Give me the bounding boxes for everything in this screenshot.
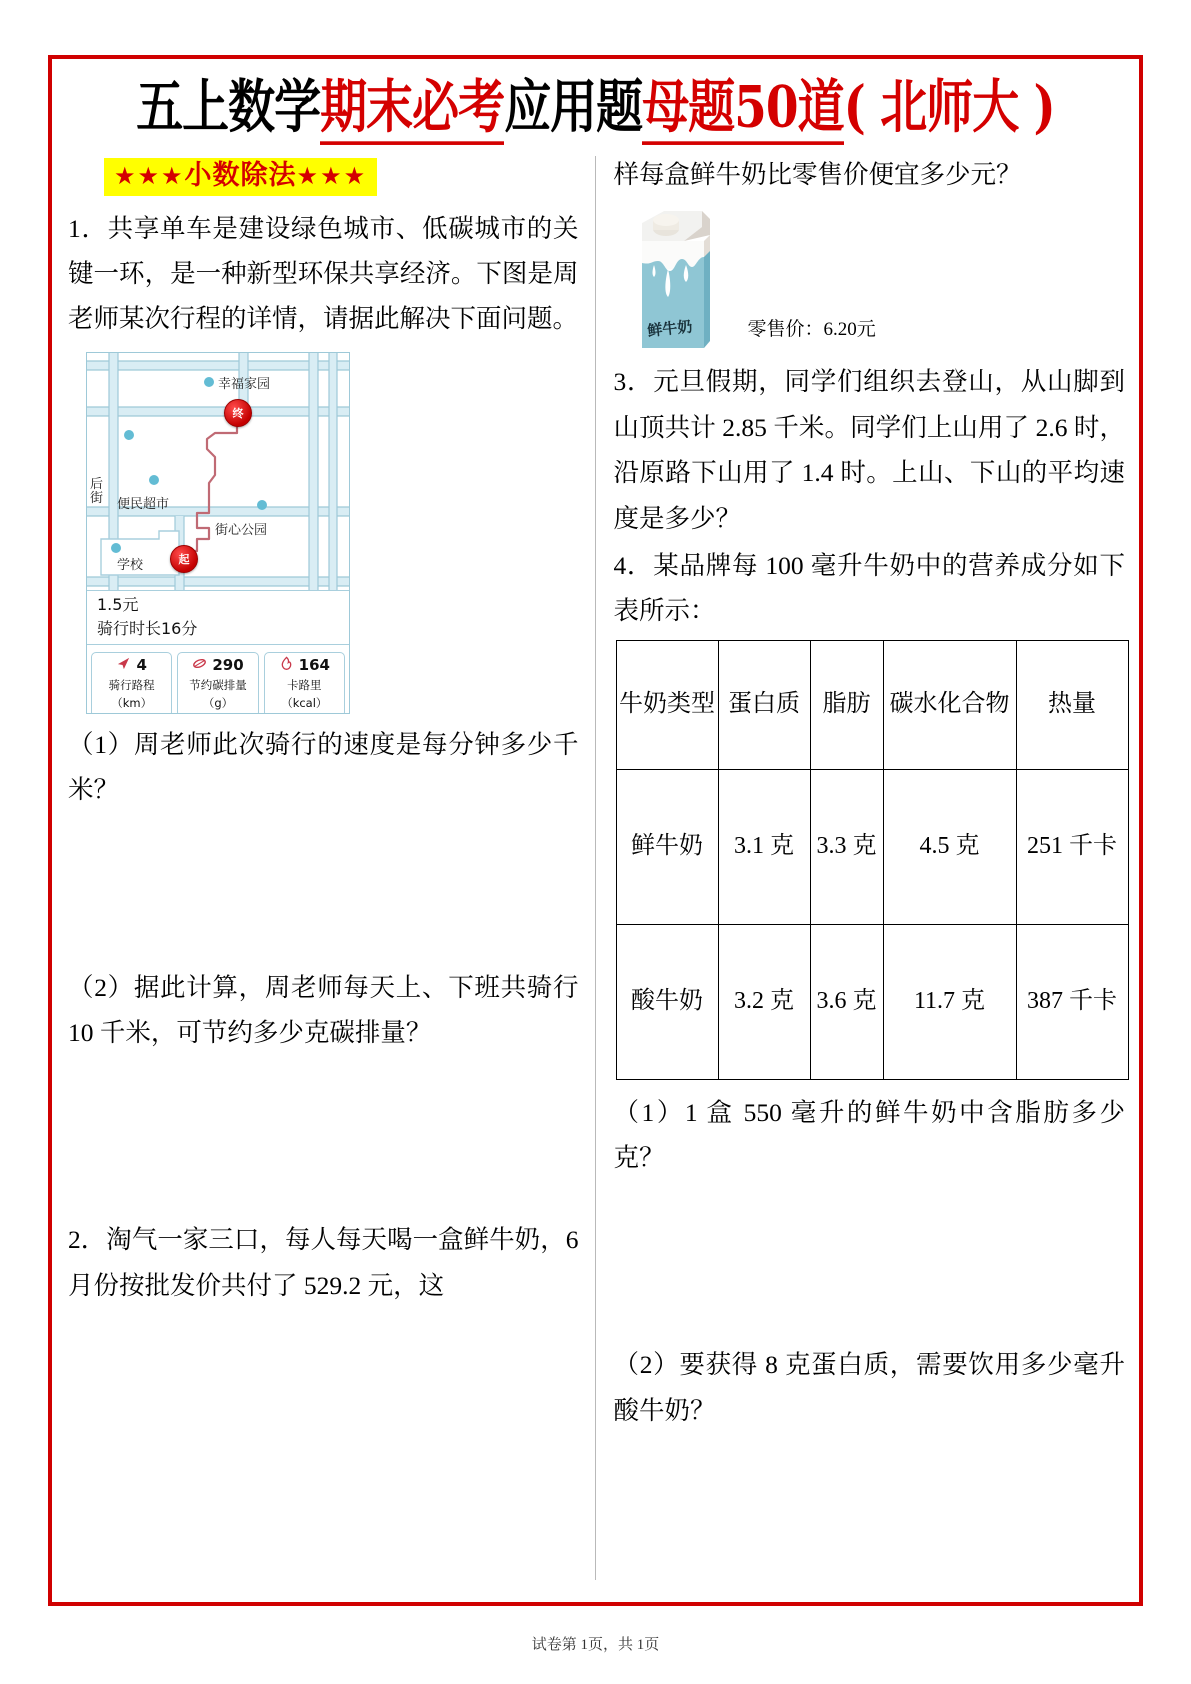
page-footer: 试卷第 1页，共 1页 bbox=[531, 1637, 660, 1653]
poi-label-back-street: 后街 bbox=[90, 476, 104, 507]
right-column bbox=[596, 152, 1130, 1598]
poi-label-supermarket: 便民超市 bbox=[117, 496, 170, 512]
section-banner bbox=[104, 158, 377, 196]
milk-carton-figure bbox=[624, 205, 1126, 355]
title-part-3: 应用题 bbox=[504, 74, 643, 142]
cell-yogurt-protein: 3.2 克 bbox=[718, 924, 810, 1079]
page-title bbox=[62, 62, 1129, 150]
poi-label-school: 学校 bbox=[117, 557, 144, 573]
poi-dot-supermarket bbox=[149, 475, 159, 485]
milk-retail-price: 零售价：6.20元 bbox=[747, 319, 876, 341]
poi-dot-school bbox=[111, 543, 121, 553]
flame-icon bbox=[279, 656, 294, 675]
ride-duration: 骑行时长16分 bbox=[97, 618, 198, 638]
cell-fresh-milk-type: 鲜牛奶 bbox=[616, 769, 718, 924]
stat-distance-unit: （km） bbox=[111, 696, 153, 711]
stat-calories-value: 164 bbox=[298, 656, 330, 675]
question-4-text: 4．某品牌每 100 毫升牛奶中的营养成分如下表所示： bbox=[613, 550, 1125, 626]
question-1-sub2: （2）据此计算，周老师每天上、下班共骑行 10 千米，可节约多少克碳排量？ bbox=[68, 972, 579, 1047]
section-banner-label: 小数除法 bbox=[184, 160, 297, 191]
route-start-pin: 起 bbox=[170, 545, 198, 573]
header-protein: 蛋白质 bbox=[718, 640, 810, 769]
two-column-layout bbox=[62, 152, 1129, 1598]
route-end-pin: 终 bbox=[224, 399, 252, 427]
ride-price: 1.5元 bbox=[97, 594, 139, 614]
stat-distance-value: 4 bbox=[136, 656, 147, 675]
answer-space-1 bbox=[68, 815, 579, 965]
cell-fresh-milk-energy: 251 千卡 bbox=[1016, 769, 1128, 924]
stat-calories-unit: （kcal） bbox=[281, 696, 328, 711]
header-milk-type: 牛奶类型 bbox=[616, 640, 718, 769]
question-1-text: 1．共享单车是建设绿色城市、低碳城市的关键一环，是一种新型环保共享经济。下图是周老师某次行程的详情，请据此解决下面问题。 bbox=[68, 213, 579, 334]
ride-stats-row bbox=[91, 652, 345, 714]
stat-distance-value-row bbox=[92, 656, 171, 675]
poi-label-central-park: 街心公园 bbox=[215, 522, 268, 538]
question-4-sub2: （2）要获得 8 克蛋白质，需要饮用多少毫升酸牛奶？ bbox=[613, 1350, 1125, 1425]
stat-calories-value-row bbox=[265, 656, 344, 675]
question-2-text: 2．淘气一家三口，每人每天喝一盒鲜牛奶，6 月份按批发价共付了 529.2 元，这 bbox=[68, 1225, 579, 1300]
stat-distance-label: 骑行路程 bbox=[108, 677, 155, 692]
milk-carton-svg bbox=[624, 205, 720, 355]
cell-yogurt-carb: 11.7 克 bbox=[883, 924, 1016, 1079]
table-header-row bbox=[616, 640, 1128, 769]
question-1-sub1: （1）周老师此次骑行的速度是每分钟多少千米？ bbox=[68, 729, 579, 805]
ride-summary-block bbox=[87, 590, 349, 645]
poi-label-happy-home: 幸福家园 bbox=[218, 376, 271, 392]
bike-trip-map-figure bbox=[86, 352, 350, 714]
cell-fresh-milk-fat: 3.3 克 bbox=[810, 769, 883, 924]
stat-distance bbox=[91, 652, 172, 714]
poi-dot-generic-1 bbox=[124, 430, 134, 440]
header-carbohydrate: 碳水化合物 bbox=[883, 640, 1016, 769]
title-part-5: ( 北师大 ) bbox=[843, 74, 1055, 142]
cell-yogurt-energy: 387 千卡 bbox=[1016, 924, 1128, 1079]
title-part-4: 母题50道 bbox=[642, 74, 843, 145]
cell-yogurt-type: 酸牛奶 bbox=[616, 924, 718, 1079]
page-content bbox=[62, 62, 1129, 1598]
cell-fresh-milk-protein: 3.1 克 bbox=[718, 769, 810, 924]
header-energy: 热量 bbox=[1016, 640, 1128, 769]
stat-calories bbox=[264, 652, 345, 714]
question-4-sub1: （1）1 盒 550 毫升的鲜牛奶中含脂肪多少克？ bbox=[613, 1097, 1125, 1172]
svg-text:鲜牛奶: 鲜牛奶 bbox=[646, 317, 693, 341]
cell-yogurt-fat: 3.6 克 bbox=[810, 924, 883, 1079]
stat-carbon-value-row bbox=[178, 656, 257, 675]
question-2-continuation: 样每盒鲜牛奶比零售价便宜多少元？ bbox=[613, 160, 1022, 189]
title-part-2: 期末必考 bbox=[320, 74, 504, 145]
table-row bbox=[616, 924, 1128, 1079]
stat-carbon-label: 节约碳排量 bbox=[189, 677, 247, 692]
poi-dot-happy-home bbox=[204, 377, 214, 387]
answer-space-3 bbox=[614, 1182, 1126, 1342]
stat-carbon-value: 290 bbox=[212, 656, 244, 675]
stat-carbon bbox=[177, 652, 258, 714]
nutrition-table bbox=[616, 640, 1129, 1080]
poi-dot-central-park bbox=[257, 500, 267, 510]
answer-space-2 bbox=[68, 1057, 579, 1217]
navigation-arrow-icon bbox=[116, 656, 131, 675]
stars-left-icon: ★★★ bbox=[114, 162, 185, 190]
left-column bbox=[62, 152, 595, 1598]
cell-fresh-milk-carb: 4.5 克 bbox=[883, 769, 1016, 924]
stat-carbon-unit: （g） bbox=[202, 696, 234, 711]
stars-right-icon: ★★★ bbox=[296, 162, 368, 190]
title-part-1: 五上数学 bbox=[136, 74, 321, 142]
header-fat: 脂肪 bbox=[810, 640, 883, 769]
table-row bbox=[616, 769, 1128, 924]
leaf-icon bbox=[192, 656, 207, 675]
question-3-text: 3．元旦假期，同学们组织去登山，从山脚到山顶共计 2.85 千米。同学们上山用了 2.6 时，沿原路下山用了 1.4 时。上山、下山的平均速度是多少？ bbox=[613, 367, 1125, 533]
stat-calories-label: 卡路里 bbox=[287, 677, 322, 692]
milk-carton-illustration bbox=[624, 205, 720, 355]
